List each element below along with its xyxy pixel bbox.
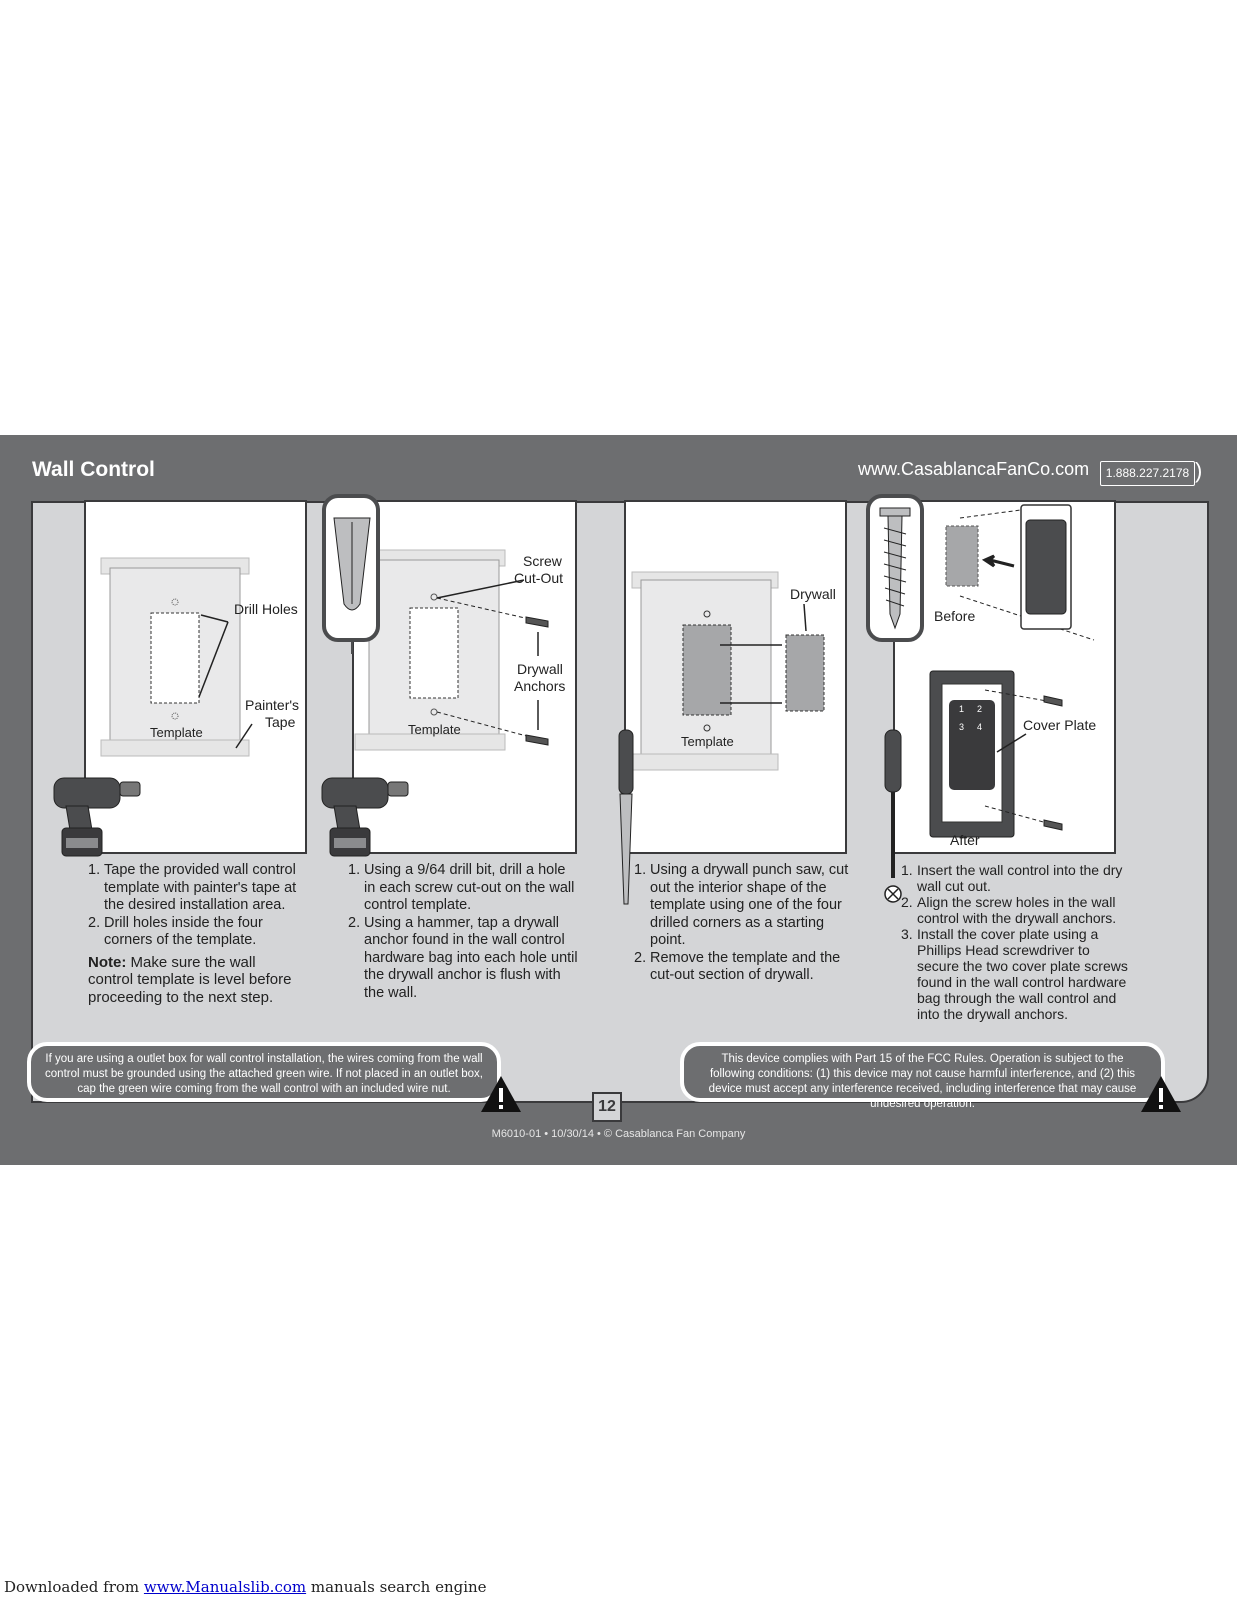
page-title: Wall Control <box>32 458 155 481</box>
template-label-2: Template <box>408 722 461 737</box>
step-1-1: 1. Tape the provided wall control template with painter's tape at the desired installation area. <box>88 862 297 913</box>
cut-out-label: Cut-Out <box>514 570 564 586</box>
step-list-4 <box>901 862 1131 1022</box>
keypad-button-1: 1 <box>959 704 965 714</box>
keypad-button-4: 4 <box>977 722 983 732</box>
outlet-box-warning: If you are using a outlet box for wall control installation, the wires coming from the wall control must be grounded using the attached green wire. If not placed in an outlet box, cap the green wire coming from the wall control with an included wire nut. <box>27 1042 501 1102</box>
footer-text: M6010-01 • 10/30/14 • © Casablanca Fan Company <box>491 1128 746 1140</box>
before-label: Before <box>934 608 976 624</box>
cover-plate-label: Cover Plate <box>1023 717 1097 733</box>
after-label: After <box>950 832 980 848</box>
warning-triangle-icon-2 <box>1139 1074 1183 1114</box>
anchors-label: Anchors <box>514 678 566 694</box>
keypad-button-2: 2 <box>977 704 983 714</box>
step-4-2: 2. Align the screw holes in the wall control with the drywall anchors. <box>901 894 1117 926</box>
warning-triangle-icon <box>479 1074 523 1114</box>
tape-label: Tape <box>265 714 296 730</box>
step-2-1: 1. Using a 9/64 drill bit, drill a hole in each screw cut-out on the wall control template. <box>348 862 575 913</box>
template-label-1: Template <box>150 725 203 740</box>
screw-label: Screw <box>523 553 562 569</box>
fcc-notice: This device complies with Part 15 of the FCC Rules. Operation is subject to the following conditions: (1) this device may not cause harmful interference, and (2) this device must accept any interference received, including interference that may cause undesired operation. <box>680 1042 1165 1102</box>
note: Note: Make sure the wall control template is level before proceeding to the next step. <box>88 953 292 1006</box>
download-credit: Downloaded from www.Manualslib.com manuals search engine <box>4 1578 487 1596</box>
website-link[interactable]: www.CasablancaFanCo.com <box>858 459 1090 479</box>
template-label-3: Template <box>681 734 734 749</box>
step-4-1: 1. Insert the wall control into the dry wall cut out. <box>901 862 1123 894</box>
page-number: 12 <box>592 1092 622 1122</box>
manualslib-link[interactable]: www.Manualslib.com <box>143 1578 307 1596</box>
keypad-button-3: 3 <box>959 722 965 732</box>
step-3-2: 2. Remove the template and the cut-out section of drywall. <box>634 949 841 983</box>
step-4-3: 3. Install the cover plate using a Phillips Head screwdriver to secure the two cover plate screws found in the wall control hardware bag through the wall control and into the drywall anchors. <box>901 926 1128 1022</box>
drill-holes-label: Drill Holes <box>234 601 298 617</box>
step-1-2: 2. Drill holes inside the four corners of the template. <box>88 914 263 948</box>
step-3-1: 1. Using a drywall punch saw, cut out the interior shape of the template using one of the four drilled corners as a starting point. <box>634 862 849 948</box>
painters-label: Painter's <box>245 697 300 713</box>
drywall-label-3: Drywall <box>790 586 836 602</box>
drywall-label-2: Drywall <box>517 661 563 677</box>
phone-handset-icon: ) <box>1195 458 1203 483</box>
step-2-2: 2. Using a hammer, tap a drywall anchor found in the wall control hardware bag into each hole until the drywall anchor is flush with the wall. <box>348 914 578 1001</box>
phone-number: 1.888.227.2178 <box>1100 461 1195 486</box>
